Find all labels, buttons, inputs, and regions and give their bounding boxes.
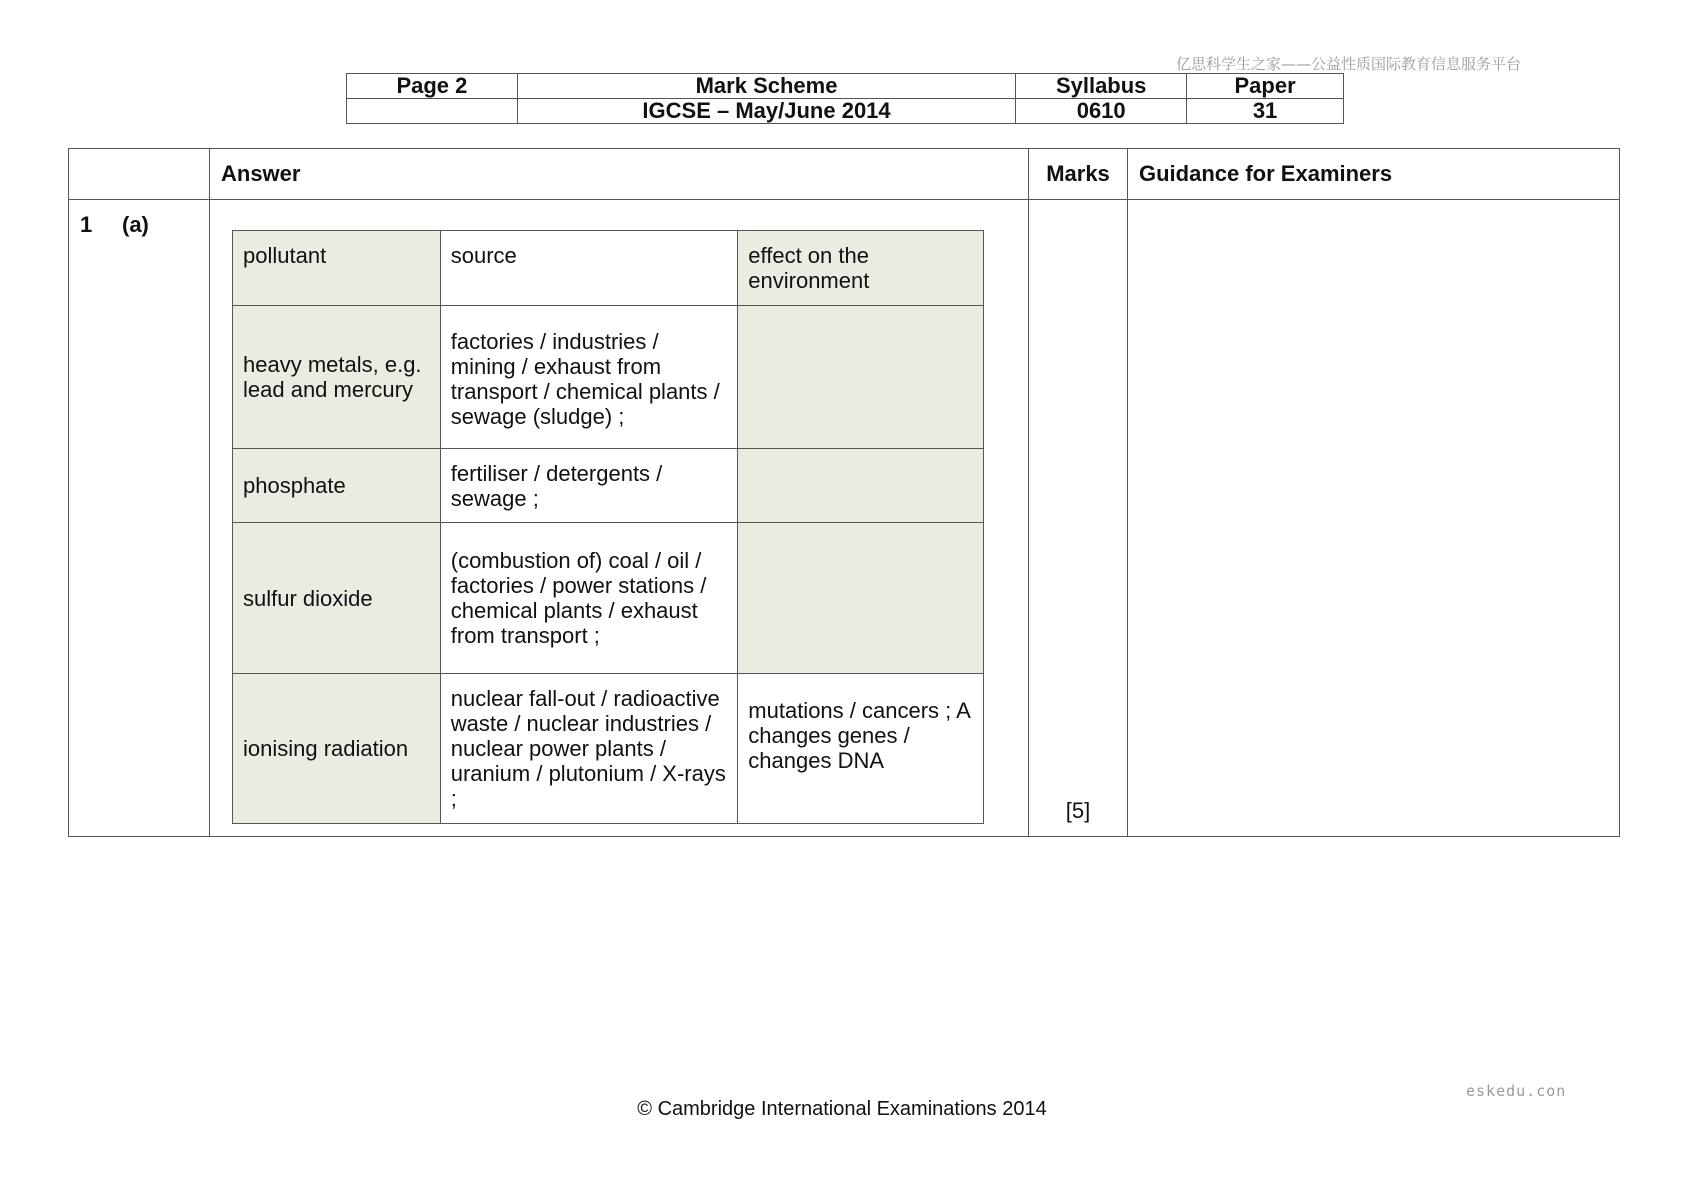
pollutant-cell: sulfur dioxide: [233, 523, 441, 674]
guidance-cell: [1128, 200, 1620, 837]
effect-header: effect on the environment: [738, 231, 984, 306]
answer-header: Answer: [210, 149, 1029, 200]
mark-scheme-label: Mark Scheme: [517, 74, 1015, 99]
source-cell: fertiliser / detergents / sewage ;: [440, 449, 738, 523]
source-cell: nuclear fall-out / radioactive waste / nuclear industries / nuclear power plants / uranium / plutonium / X-rays ;: [440, 674, 738, 824]
source-header: source: [440, 231, 738, 306]
mark-scheme-table: [68, 148, 1620, 837]
paper-number: 31: [1187, 99, 1344, 124]
syllabus-label: Syllabus: [1016, 74, 1187, 99]
table-row: [233, 449, 984, 523]
table-row: [233, 674, 984, 824]
source-cell: factories / industries / mining / exhaust from transport / chemical plants / sewage (sludge) ;: [440, 306, 738, 449]
question-header-cell: [69, 149, 210, 200]
source-cell: (combustion of) coal / oil / factories / power stations / chemical plants / exhaust from transport ;: [440, 523, 738, 674]
marks-cell: [1029, 200, 1128, 837]
answer-table-header-row: [233, 231, 984, 306]
effect-cell: [738, 523, 984, 674]
header-blank-cell: [347, 99, 518, 124]
pollutant-cell: ionising radiation: [233, 674, 441, 824]
copyright-footer: © Cambridge International Examinations 2014: [637, 1098, 1047, 1120]
pollutant-cell: heavy metals, e.g. lead and mercury: [233, 306, 441, 449]
effect-cell: [738, 449, 984, 523]
pollutant-cell: phosphate: [233, 449, 441, 523]
table-row: [233, 523, 984, 674]
watermark-top: 亿思科学生之家——公益性质国际教育信息服务平台: [1176, 55, 1522, 73]
exam-session: IGCSE – May/June 2014: [517, 99, 1015, 124]
header-table: [346, 73, 1344, 124]
question-row: [69, 200, 1620, 837]
effect-cell: [738, 306, 984, 449]
effect-cell: mutations / cancers ; A changes genes / changes DNA: [738, 674, 984, 824]
answer-table: [232, 230, 984, 824]
question-number: 1: [80, 212, 93, 237]
marks-header: Marks: [1029, 149, 1128, 200]
pollutant-header: pollutant: [233, 231, 441, 306]
table-header-row: [69, 149, 1620, 200]
page-label: Page 2: [347, 74, 518, 99]
paper-label: Paper: [1187, 74, 1344, 99]
guidance-header: Guidance for Examiners: [1128, 149, 1620, 200]
question-part: (a): [122, 212, 149, 237]
marks-value: [5]: [1065, 798, 1091, 823]
watermark-bottom: eskedu.con: [1466, 1082, 1567, 1100]
syllabus-code: 0610: [1016, 99, 1187, 124]
question-cell: [69, 200, 210, 837]
table-row: [233, 306, 984, 449]
answer-cell: [210, 200, 1029, 837]
